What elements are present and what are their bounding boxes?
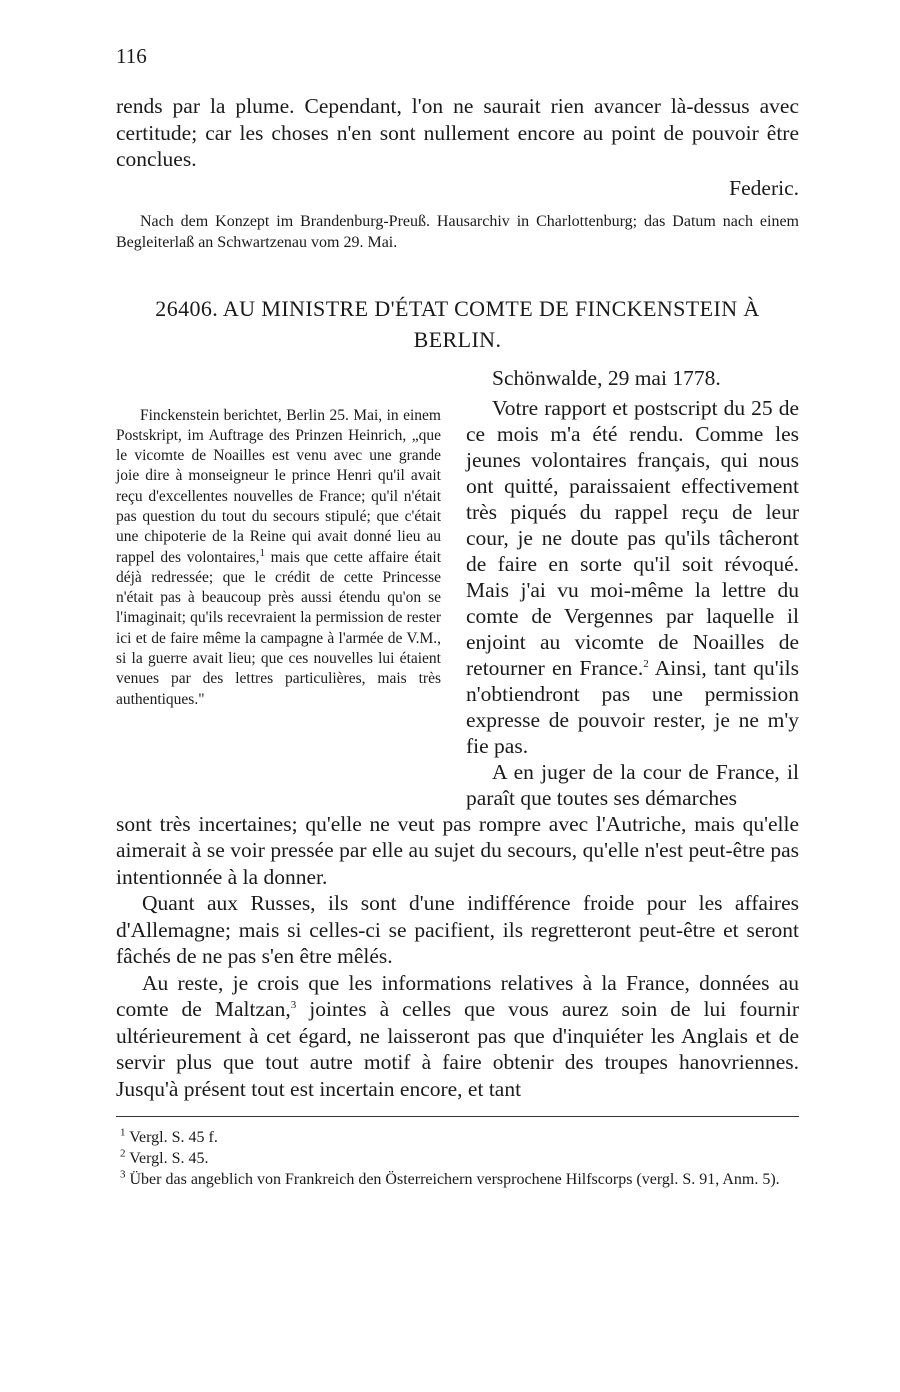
two-column-section bbox=[116, 363, 799, 811]
footnotes bbox=[116, 1127, 799, 1190]
letter-heading bbox=[116, 293, 799, 355]
previous-letter-ending: rends par la plume. Cependant, l'on ne saurait rien avancer là-dessus avec certitude; car les choses n'en sont nullement encore au point de pouvoir être conclues. bbox=[116, 94, 799, 171]
footnote-3-text: Über das angeblich von Frankreich den Österreichern versprochene Hilfscorps (vergl. S. 91, Anm. 5). bbox=[129, 1171, 780, 1188]
letter-paragraph-4-text: Au reste, je crois que les informations relatives à la France, données au comte de Maltzan, bbox=[116, 970, 799, 1021]
footnote-ref-2: 2 bbox=[643, 657, 649, 670]
letter-paragraph-2-continued: sont très incertaines; qu'elle ne veut pas rompre avec l'Autriche, mais qu'elle aimerait à se voir pressée par elle au sujet du secours, qu'elle n'est peut-être pas intentionnée à la donner. bbox=[116, 811, 799, 889]
source-note: Nach dem Konzept im Brandenburg-Preuß. Hausarchiv in Charlottenburg; das Datum nach einem Begleiterlaß an Schwartzenau vom 29. Mai. bbox=[116, 212, 799, 251]
letter-column bbox=[466, 363, 799, 811]
footnote-1-text: Vergl. S. 45 f. bbox=[129, 1129, 218, 1146]
summary-text-continued: mais que cette affaire était déjà redressée; que le crédit de cette Princesse n'était pas à beaucoup près aussi étendu qu'on se l'imaginait; qu'ils recevraient la permission de rester ici et de faire même la campagne à l'armée de V.M., si la guerre avait lieu; que ces nouvelles lui étaient venues par des lettres particulières, mais très authentiques." bbox=[116, 548, 442, 708]
footnote-ref-1: 1 bbox=[259, 546, 265, 559]
footnote-mark-3: 3 bbox=[120, 1168, 126, 1181]
footnote-2-text: Vergl. S. 45. bbox=[129, 1150, 209, 1167]
footnote-mark-1: 1 bbox=[120, 1126, 126, 1139]
signature: Federic. bbox=[729, 175, 799, 200]
letter-heading-line2: BERLIN. bbox=[413, 326, 502, 352]
dateline: Schönwalde, 29 mai 1778. bbox=[492, 365, 721, 390]
footnote-3 bbox=[116, 1169, 799, 1190]
document-page bbox=[116, 44, 799, 1190]
footnote-mark-2: 2 bbox=[120, 1147, 126, 1160]
footnote-ref-3: 3 bbox=[290, 998, 297, 1011]
editorial-summary bbox=[116, 406, 441, 710]
page-number: 116 bbox=[116, 44, 147, 68]
letter-heading-line1: 26406. AU MINISTRE D'ÉTAT COMTE DE FINCKENSTEIN À bbox=[155, 295, 760, 321]
letter-paragraph-2-start: A en juger de la cour de France, il paraît que toutes ses démarches bbox=[466, 759, 799, 810]
footnote-divider bbox=[116, 1116, 799, 1117]
letter-paragraph-1 bbox=[466, 395, 799, 759]
letter-paragraph-4 bbox=[116, 970, 799, 1103]
letter-paragraph-1-text: Votre rapport et postscript du 25 de ce mois m'a été rendu. Comme les jeunes volontaires français, qui nous ont quitté, paraissaient effectivement très piqués du rappel reçu de leur cour, je ne doute pas qu'ils tâcheront de faire en sorte qu'il soit révoqué. Mais j'ai vu moi-même la lettre du comte de Vergennes par laquelle il enjoint au vicomte de Noailles de retourner en France. bbox=[466, 395, 799, 680]
letter-paragraph-1-text-continued: Ainsi, tant qu'ils n'obtiendront pas une permission expresse de pouvoir rester, je ne m'y fie pas. bbox=[466, 655, 799, 758]
footnote-2 bbox=[116, 1148, 799, 1169]
summary-column bbox=[116, 363, 441, 811]
letter-paragraph-4-text-continued: jointes à celles que vous aurez soin de lui fournir ultérieurement à cet égard, ne laisseront pas que d'inquiéter les Anglais et de servir plus que tout autre motif à faire obtenir des troupes hanovriennes. Jusqu'à présent tout est incertain encore, et tant bbox=[116, 997, 799, 1101]
footnote-1 bbox=[116, 1127, 799, 1148]
letter-paragraph-3: Quant aux Russes, ils sont d'une indifférence froide pour les affaires d'Allemagne; mais si celles-ci se pacifient, ils regretteront peut-être et seront fâchés de ne pas s'en être mêlés. bbox=[116, 891, 799, 968]
summary-text: Finckenstein berichtet, Berlin 25. Mai, in einem Postskript, im Auftrage des Prinzen Heinrich, „que le vicomte de Noailles est venu avec une grande joie dire à monseigneur le prince Henri qu'il avait reçu d'excellentes nouvelles de France; qu'il n'était pas question du tout du secours stipulé; que c'était une chipoterie de la Reine qui avait donné lieu au rappel des volontaires, bbox=[116, 406, 441, 566]
